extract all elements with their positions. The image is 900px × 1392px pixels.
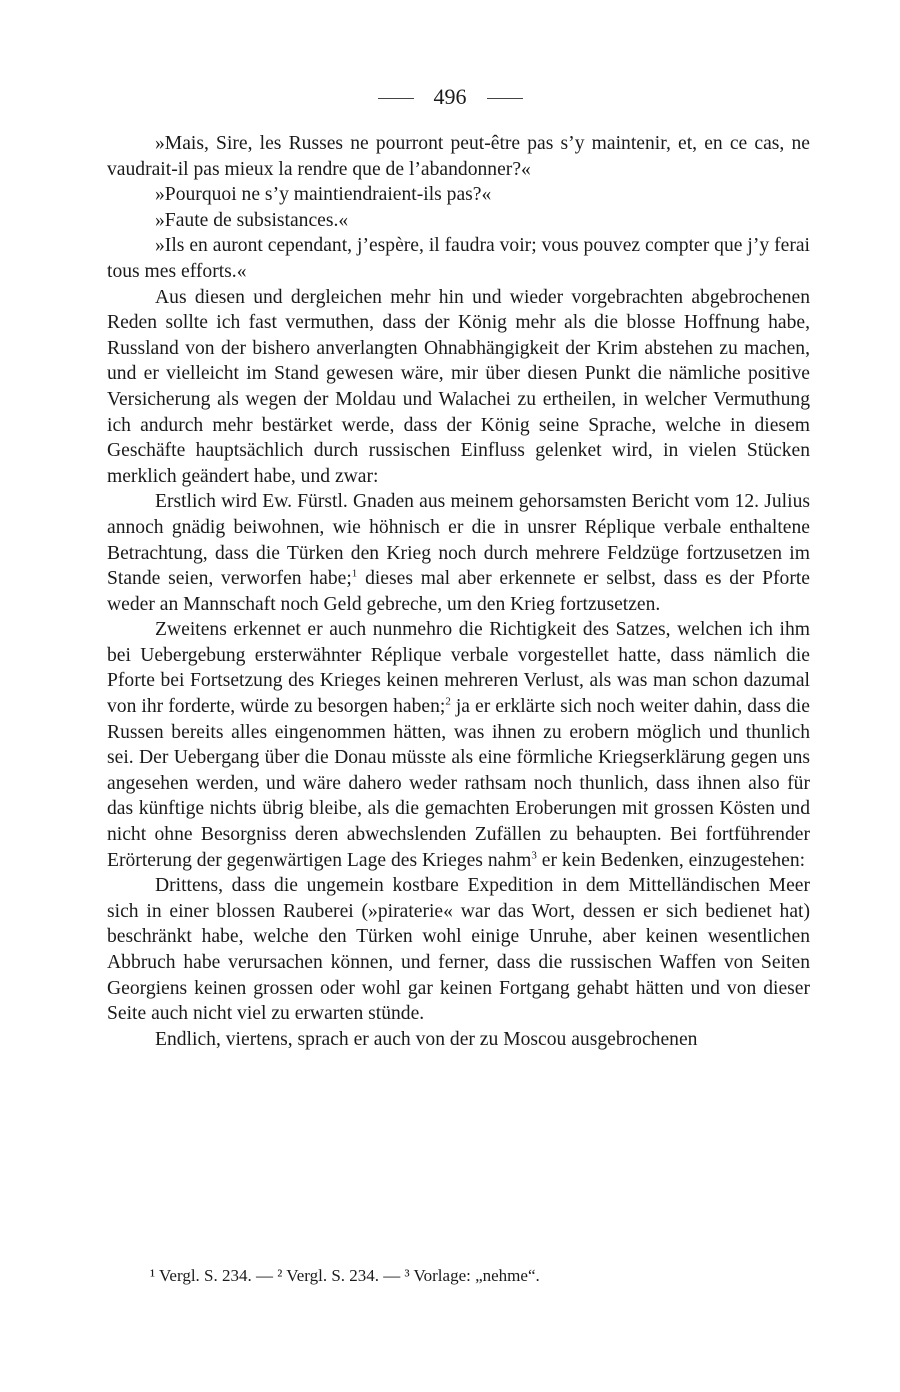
paragraph-text: er kein Bedenken, einzugestehen: — [536, 849, 806, 871]
paragraph-text: »Ils en auront cependant, j’espère, il faudra voir; vous pouvez compter que j’y ferai tous mes efforts.« — [107, 235, 810, 282]
page-header — [0, 84, 900, 110]
paragraph-p4 — [107, 233, 810, 284]
paragraph-text: Drittens, dass die ungemein kostbare Expedition in dem Mittelländischen Meer sich in einer blossen Rauberei (»piraterie« war das Wort, dessen er sich bedienet hat) beschränkt habe, welche den Türken wohl einige Unruhe, aber keinen wesentlichen Abbruch habe verursachen können, und ferner, dass die russischen Waffen von Seiten Georgiens keinen grossen oder wohl gar keinen Fortgang gehabt hätten und von dieser Seite auch nicht viel zu erwarten stünde. — [107, 875, 810, 1025]
paragraph-p3 — [107, 208, 810, 234]
paragraph-text: Zweitens erkennet er auch nunmehro die Richtigkeit des Satzes, welchen ich ihm bei Uebergebung ersterwähnter Réplique verbale vorgestellet hatte, dass nämlich die Pforte bei Fortsetzung des Krieges keinen mehreren Verlust, als was man schon dazumal von ihr forderte, würde zu besorgen haben; — [107, 619, 810, 718]
paragraph-p2 — [107, 182, 810, 208]
paragraph-text: Endlich, viertens, sprach er auch von der zu Moscou ausgebrochenen — [155, 1028, 698, 1050]
header-rule-right — [487, 98, 523, 99]
paragraph-p9 — [107, 1027, 810, 1053]
paragraph-text: ja er erklärte sich noch weiter dahin, dass die Russen bereits alles eingenommen hätten, was ihnen zu erobern möglich und thunlich sei. Der Uebergang über die Donau müsste als eine förmliche Kriegserklärung gegen uns angesehen werden, und wäre dahero weder rathsam noch thunlich, dass ihnen also für das künftige nichts übrig bleibe, als die gemachten Eroberungen mit grossen Kösten und nicht ohne Besorgniss deren abwechslenden Zufällen zu behaupten. Bei fortführender Erörterung der gegenwärtigen Lage des Krieges nahm — [107, 696, 810, 871]
body-text — [107, 131, 810, 1052]
footnote-marker: 1 — [351, 567, 358, 580]
paragraph-p8 — [107, 873, 810, 1027]
header-rule-left — [378, 98, 414, 99]
paragraph-p5 — [107, 285, 810, 490]
paragraph-text: Aus diesen und dergleichen mehr hin und wieder vorgebrachten abgebrochenen Reden sollte ich fast vermuthen, dass der König mehr als die blosse Hoffnung habe, Russland von der bishero anverlangten Ohnabhängigkeit der Krim abstehen zu machen, und er vielleicht im Stand gewesen wäre, mir über diesen Punkt die nämliche positive Versicherung als wegen der Moldau und Walachei zu ertheilen, in welcher Vermuthung ich andurch mehr bestärket werde, dass der König seine Sprache, welche in diesem Geschäfte hauptsächlich durch russischen Einfluss gelenket wird, in vielen Stücken merklich geändert habe, und zwar: — [107, 286, 810, 487]
paragraph-p1 — [107, 131, 810, 182]
paragraph-p7 — [107, 617, 810, 873]
paragraph-text: »Faute de subsistances.« — [155, 209, 349, 231]
paragraph-text: »Pourquoi ne s’y maintiendraient-ils pas?« — [155, 184, 492, 206]
page-number: 496 — [433, 84, 467, 109]
paragraph-text: dieses mal aber erkennete er selbst, dass es der Pforte weder an Mannschaft noch Geld gebreche, um den Krieg fortzusetzen. — [107, 568, 810, 615]
footnote-marker: 3 — [531, 849, 537, 862]
paragraph-p6 — [107, 489, 810, 617]
paragraph-text: »Mais, Sire, les Russes ne pourront peut-être pas s’y maintenir, et, en ce cas, ne vaudrait-il pas mieux la rendre que de l’abandonner?« — [107, 133, 810, 180]
footnote-marker: 2 — [445, 695, 451, 708]
paragraph-text: Erstlich wird Ew. Fürstl. Gnaden aus meinem gehorsamsten Bericht vom 12. Julius annoch gnädig beiwohnen, wie höhnisch er die in unsrer Réplique verbale enthaltene Betrachtung, dass die Türken den Krieg noch durch mehrere Feldzüge fortzusetzen im Stande seien, verworfen habe; — [107, 491, 810, 590]
footnotes: ¹ Vergl. S. 234. — ² Vergl. S. 234. — ³ Vorlage: „nehme“. — [150, 1266, 540, 1285]
